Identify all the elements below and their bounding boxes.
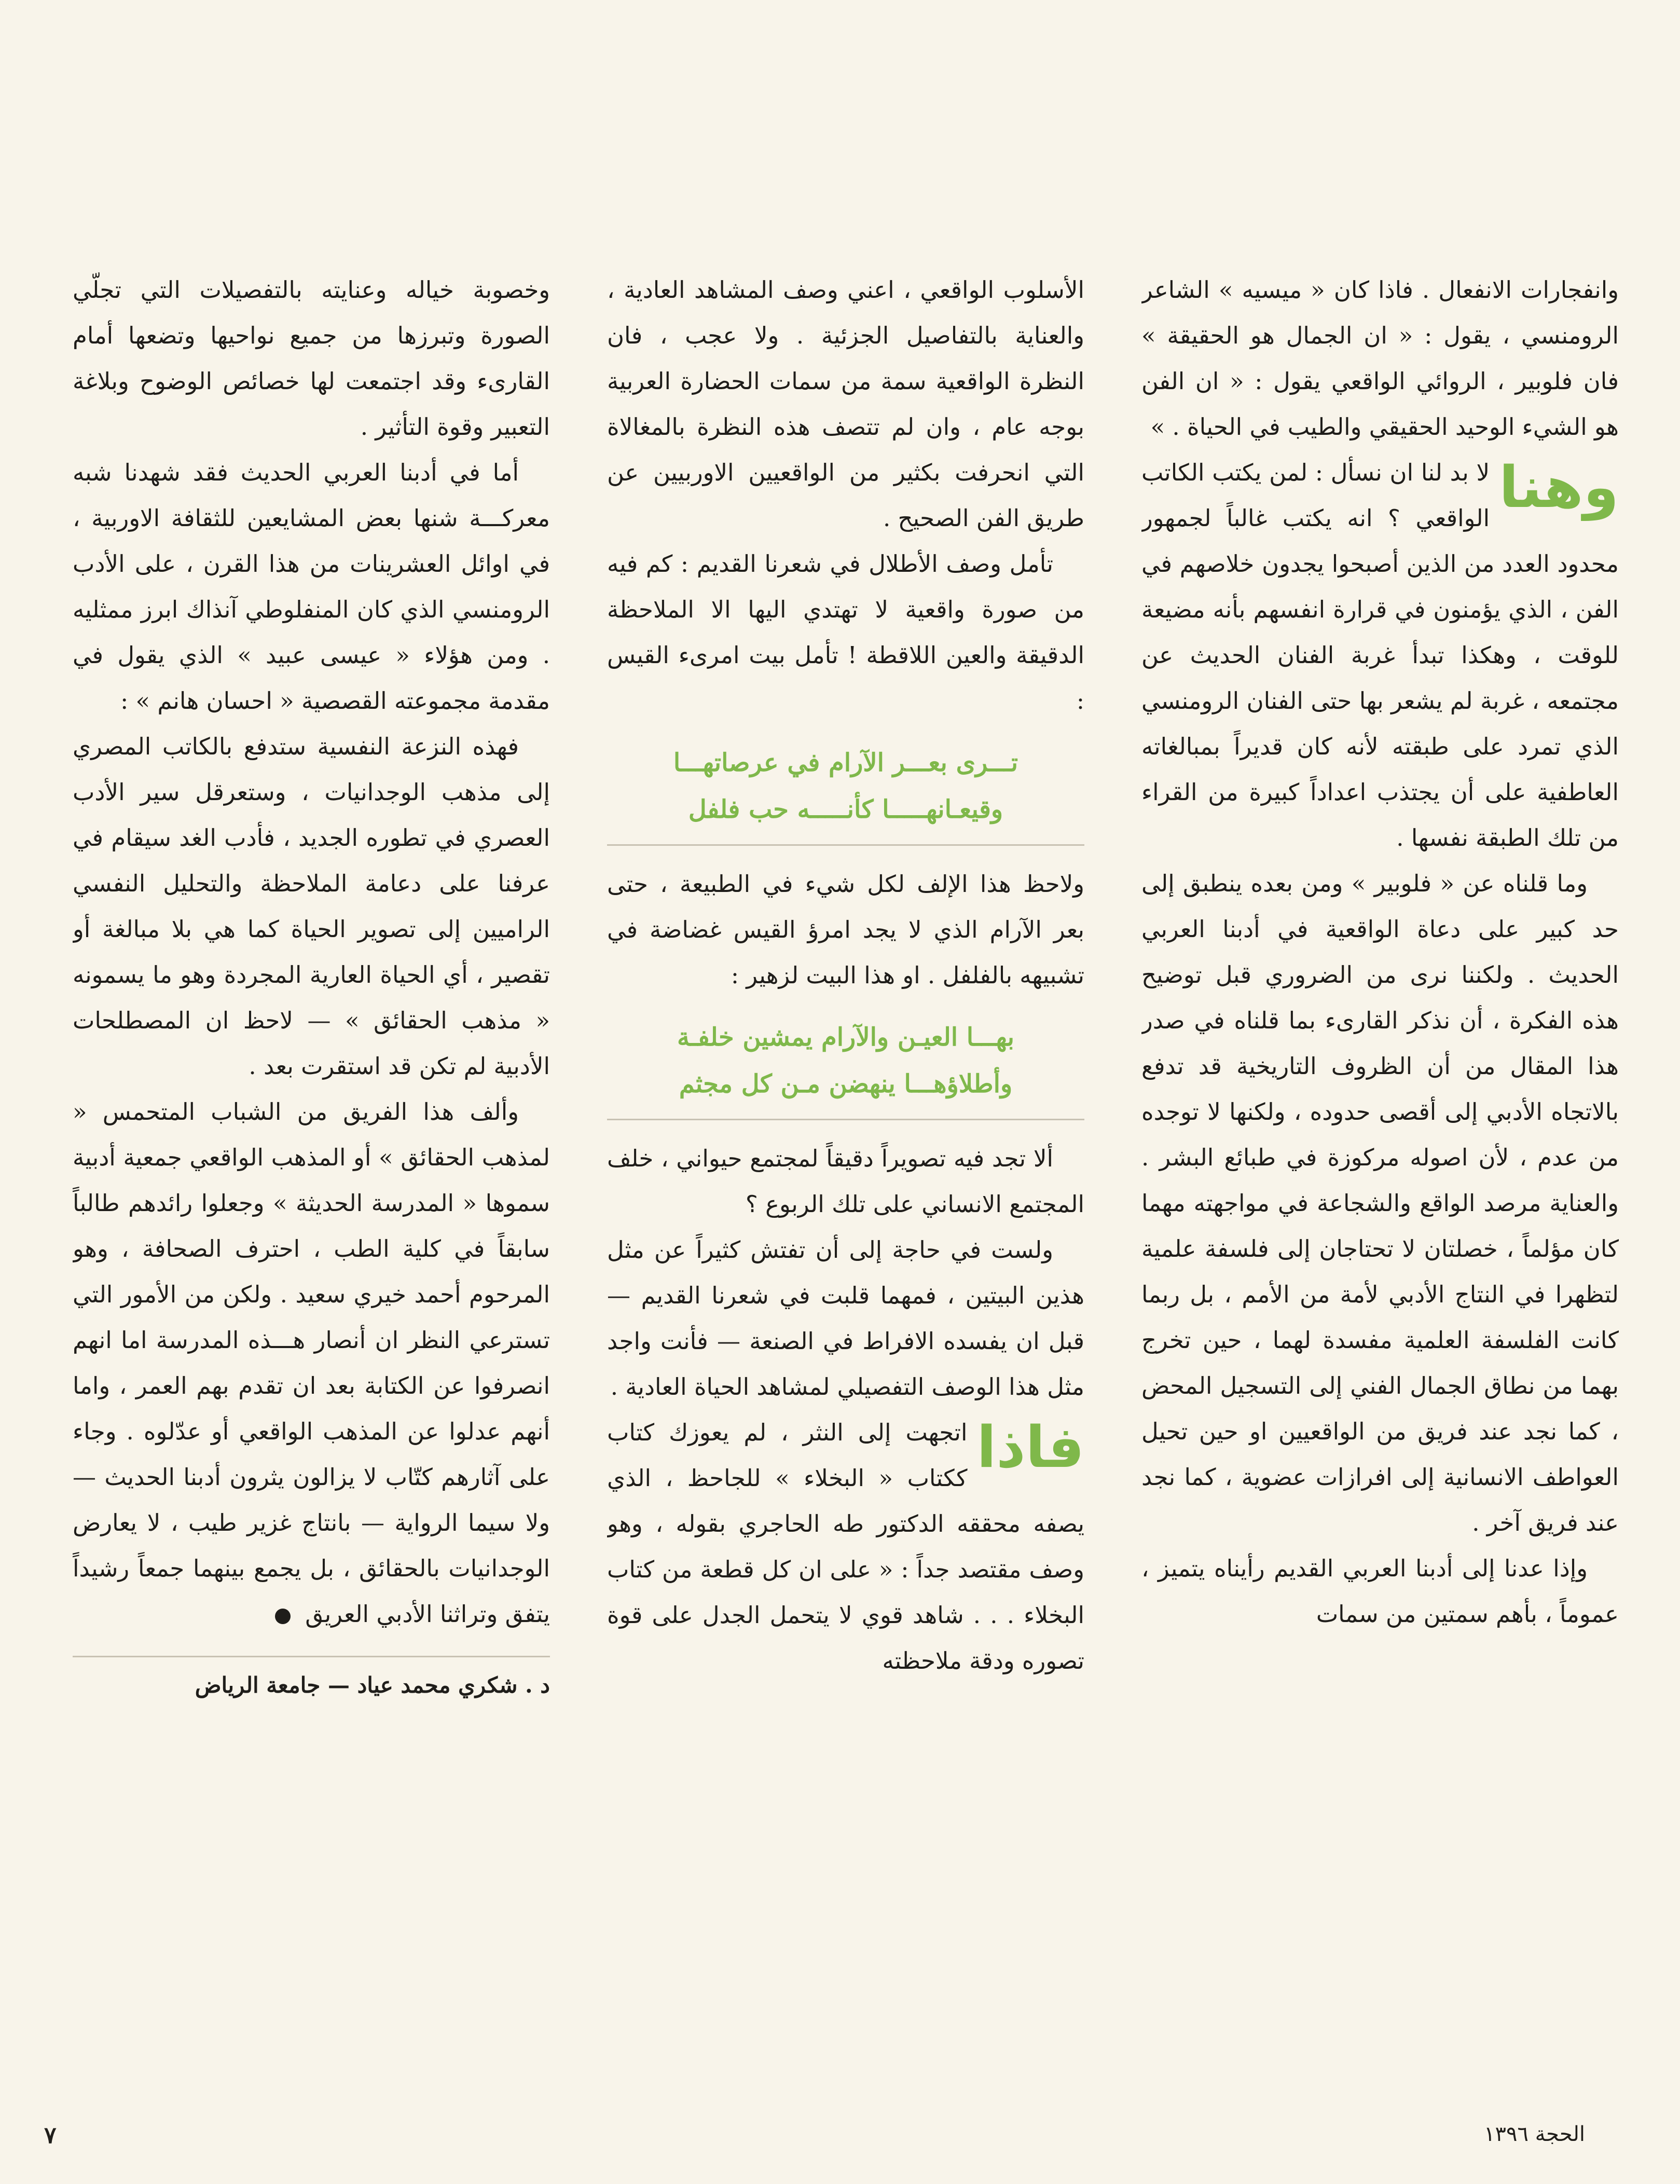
paragraph: ألا تجد فيه تصويراً دقيقاً لمجتمع حيواني ، خلف المجتمع الانساني على تلك الربوع ؟ xyxy=(607,1145,1084,1218)
paragraph: تأمل وصف الأطلال في شعرنا القديم : كم فيه من صورة واقعية لا تهتدي اليها الا الملاحظة الدقيقة والعين اللاقطة ! تأمل بيت امرىء القيس : xyxy=(607,550,1084,715)
poem-line: وقيعـانهـــــا كأنـــــه حب فلفل xyxy=(688,795,1003,824)
paragraph-with-dropcap xyxy=(607,1410,1084,1684)
paragraph-with-dropcap xyxy=(1141,450,1619,861)
author-signature: د . شكري محمد عياد — جامعة الرياض xyxy=(73,1656,550,1708)
column-right xyxy=(1141,267,1619,1980)
paragraph xyxy=(73,1089,550,1637)
paragraph: ولاحظ هذا الإلف لكل شيء في الطبيعة ، حتى بعر الآرام الذي لا يجد امرؤ القيس غضاضة في تشبيهه بالفلفل . او هذا البيت لزهير : xyxy=(607,870,1084,989)
poem-line: بهـــا العيـن والآرام يمشين خلفـة xyxy=(677,1023,1015,1052)
dropcap-word: وهنا xyxy=(1499,454,1619,520)
paragraph: ولست في حاجة إلى أن تفتش كثيراً عن مثل هذين البيتين ، فمهما قلبت في شعرنا القديم — قبل ان يفسده الافراط في الصنعة — فأنت واجد مثل هذا الوصف التفصيلي لمشاهد الحياة العادية . xyxy=(607,1236,1084,1400)
paragraph: وخصوبة خياله وعنايته بالتفصيلات التي تجلّي الصورة وتبرزها من جميع نواحيها وتضعها أمام القارىء وقد اجتمعت لها خصائص الوضوح وبلاغة التعبير وقوة التأثير . xyxy=(73,276,550,441)
paragraph-text: وألف هذا الفريق من الشباب المتحمس « لمذهب الحقائق » أو المذهب الواقعي جمعية أدبية سموها « المدرسة الحديثة » وجعلوا رائدهم طالباً سابقاً في كلية الطب ، احترف الصحافة ، وهو المرحوم أحمد خيري سعيد . ولكن من الأمور التي تسترعي النظر ان أنصار هـــذه المدرسة اما انهم انصرفوا عن الكتابة بعد ان تقدم بهم العمر ، واما أنهم عدلوا عن المذهب الواقعي أو عدّلوه . وجاء على آثارهم كتّاب لا يزالون يثرون أدبنا الحديث — ولا سيما الرواية — بانتاج غزير طيب ، لا يعارض الوجدانيات بالحقائق ، بل يجمع بينهما جمعاً رشيداً يتفق وتراثنا الأدبي العريق xyxy=(73,1098,550,1628)
dropcap-word: فاذا xyxy=(976,1414,1084,1480)
paragraph-text: اتجهت إلى النثر ، لم يعوزك كتاب ككتاب « البخلاء » للجاحظ ، الذي يصفه محققه الدكتور طه الحاجري بقوله ، وهو وصف مقتصد جداً : « على ان كل قطعة من كتاب البخلاء . . . شاهد قوي لا يتحمل الجدل على قوة تصوره ودقة ملاحظته xyxy=(607,1419,1084,1674)
poem-verse-zuhair xyxy=(607,1014,1084,1120)
poem-verse-imru-al-qais xyxy=(607,739,1084,846)
end-of-article-mark xyxy=(275,1609,291,1624)
poem-line: وأطلاؤهـــا ينهضن مـن كل مجثم xyxy=(679,1069,1013,1098)
page-number: ٧ xyxy=(44,2122,57,2149)
paragraph: فهذه النزعة النفسية ستدفع بالكاتب المصري إلى مذهب الوجدانيات ، وستعرقل سير الأدب العصري في تطوره الجديد ، فأدب الغد سيقام في عرفنا على دعامة الملاحظة والتحليل النفسي الراميين إلى تصوير الحياة كما هي بلا مبالغة أو تقصير ، أي الحياة العارية المجردة وهو ما يسمونه « مذهب الحقائق » — لاحظ ان المصطلحات الأدبية لم تكن قد استقرت بعد . xyxy=(73,733,550,1080)
issue-label: الحجة ١٣٩٦ xyxy=(1484,2122,1586,2146)
paragraph: الأسلوب الواقعي ، اعني وصف المشاهد العادية ، والعناية بالتفاصيل الجزئية . ولا عجب ، فان النظرة الواقعية سمة من سمات الحضارة العربية بوجه عام ، وان لم تتصف هذه النظرة بالمغالاة التي انحرفت بكثير من الواقعيين الاوربيين عن طريق الفن الصحيح . xyxy=(607,276,1084,532)
paragraph-text: لا بد لنا ان نسأل : لمن يكتب الكاتب الواقعي ؟ انه يكتب غالباً لجمهور محدود العدد من الذين أصبحوا يجدون خلاصهم في الفن ، الذي يؤمنون في قرارة انفسهم بأنه مضيعة للوقت ، وهكذا تبدأ غربة الفنان الحديث عن مجتمعه ، غربة لم يشعر بها حتى الفنان الرومنسي الذي تمرد على طبقته لأنه كان قديراً بمبالغاته العاطفية على أن يجتذب اعداداً كبيرة من القراء من تلك الطبقة نفسها . xyxy=(1141,459,1619,851)
paragraph: وانفجارات الانفعال . فاذا كان « ميسيه » الشاعر الرومنسي ، يقول : « ان الجمال هو الحقيقة » فان فلوبير ، الروائي الواقعي يقول : « ان الفن هو الشيء الوحيد الحقيقي والطيب في الحياة . » xyxy=(1141,276,1619,441)
paragraph: أما في أدبنا العربي الحديث فقد شهدنا شبه معركـــة شنها بعض المشايعين للثقافة الاوربية ، في اوائل العشرينات من هذا القرن ، على الأدب الرومنسي الذي كان المنفلوطي آنذاك ابرز ممثليه . ومن هؤلاء « عيسى عبيد » الذي يقول في مقدمة مجموعته القصصية « احسان هانم » : xyxy=(73,459,550,715)
paragraph: وما قلناه عن « فلوبير » ومن بعده ينطبق إلى حد كبير على دعاة الواقعية في أدبنا العربي الحديث . ولكننا نرى من الضروري قبل توضيح هذه الفكرة ، أن نذكر القارىء بما قلناه في صدر هذا المقال من أن الظروف التاريخية قد تدفع بالاتجاه الأدبي إلى أقصى حدوده ، ولكنها لا توجده من عدم ، لأن اصوله مركوزة في طبائع البشر . والعناية مرصد الواقع والشجاعة في مواجهته مهما كان مؤلماً ، خصلتان لا تحتاجان إلى فلسفة علمية لتظهرا في النتاج الأدبي لأمة من الأمم ، بل ربما كانت الفلسفة العلمية مفسدة لهما ، حين تخرج بهما من نطاق الجمال الفني إلى التسجيل المحض ، كما نجد عند فريق من الواقعيين او حين تحيل العواطف الانسانية إلى افرازات عضوية ، كما نجد عند فريق آخر . xyxy=(1141,870,1619,1536)
column-middle xyxy=(607,267,1084,1980)
paragraph: وإذا عدنا إلى أدبنا العربي القديم رأيناه يتميز ، عموماً ، بأهم سمتين من سمات xyxy=(1141,1555,1619,1628)
poem-line: تـــرى بعـــر الآرام في عرصاتهـــا xyxy=(673,748,1018,777)
column-left xyxy=(73,267,550,1980)
